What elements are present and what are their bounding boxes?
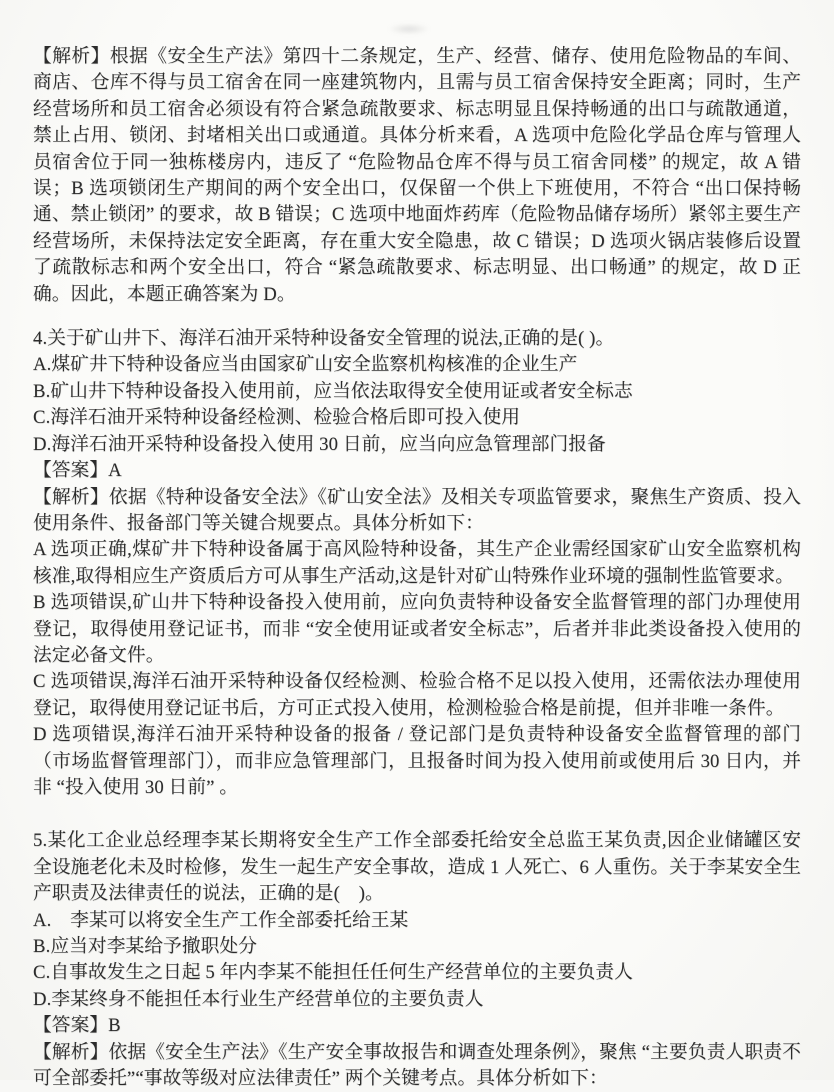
question-5-option-a: A. 李某可以将安全生产工作全部委托给王某 [33, 909, 409, 931]
question-4-analysis-option-d: D 选项错误,海洋石油开采特种设备的报备 / 登记部门是负责特种设备安全监督管理的部门（市场监督管理部门），而非应急管理部门，且报备时间为投入使用前或使用后 30 日内，并非 “投入使用 30 日前” 。 [33, 724, 801, 798]
question-4-option-b: B.矿山井下特种设备投入使用前，应当依法取得安全使用证或者安全标志 [33, 380, 633, 402]
question-4-stem: 4.关于矿山井下、海洋石油开采特种设备安全管理的说法,正确的是( )。 [33, 328, 615, 350]
question-5-option-c: C.自事故发生之日起 5 年内李某不能担任任何生产经营单位的主要负责人 [33, 962, 633, 984]
question-4 [33, 326, 801, 801]
question-4-option-c: C.海洋石油开采特种设备经检测、检验合格后即可投入使用 [33, 407, 521, 429]
document-content [33, 44, 801, 1092]
question-4-option-d: D.海洋石油开采特种设备投入使用 30 日前，应当向应急管理部门报备 [33, 433, 606, 455]
question-5-answer-value: B [108, 1015, 121, 1037]
question-5-answer-line [33, 1013, 801, 1039]
question-4-analysis-intro: 【解析】依据《特种设备安全法》《矿山安全法》及相关专项监管要求，聚焦生产资质、投入使用条件、报备部门等关键合规要点。具体分析如下： [33, 486, 801, 534]
question-4-answer-line [33, 458, 801, 484]
scan-artifact [388, 24, 430, 34]
question-4-analysis-option-c: C 选项错误,海洋石油开采特种设备仅经检测、检验合格不足以投入使用，还需依法办理使用登记，取得使用登记证书后，方可正式投入使用，检测检验合格是前提，但并非唯一条件。 [33, 671, 801, 719]
question-5-option-b: B.应当对李某给予撤职处分 [33, 936, 257, 957]
question-5 [33, 828, 801, 1092]
question-4-analysis-option-b: B 选项错误,矿山井下特种设备投入使用前，应向负责特种设备安全监督管理的部门办理使用登记，取得使用登记证书，而非 “安全使用证或者安全标志”，后者并非此类设备投入使用的法定必备文件。 [33, 592, 801, 666]
question-4-analysis-option-a: A 选项正确,煤矿井下特种设备属于高风险特种设备，其生产企业需经国家矿山安全监察机构核准,取得相应生产资质后方可从事生产活动,这是针对矿山特殊作业环境的强制性监管要求。 [33, 539, 801, 587]
question-5-answer-label: 【答案】 [33, 1015, 109, 1037]
question-4-answer-label: 【答案】 [33, 460, 109, 482]
prev-question-analysis: 【解析】根据《安全生产法》第四十二条规定，生产、经营、储存、使用危险物品的车间、商店、仓库不得与员工宿舍在同一座建筑物内，且需与员工宿舍保持安全距离；同时，生产经营场所和员工宿舍必须设有符合紧急疏散要求、标志明显且保持畅通的出口与疏散通道，禁止占用、锁闭、封堵相关出口或通道。具体分析来看，A 选项中危险化学品仓库与管理人员宿舍位于同一独栋楼房内，违反了 “危险物品仓库不得与员工宿舍同楼” 的规定，故 A 错误；B 选项锁闭生产期间的两个安全出口，仅保留一个供上下班使用，不符合 “出口保持畅通、禁止锁闭” 的要求，故 B 错误；C 选项中地面炸药库（危险物品储存场所）紧邻主要生产经营场所，未保持法定安全距离，存在重大安全隐患，故 C 错误；D 选项火锅店装修后设置了疏散标志和两个安全出口，符合 “紧急疏散要求、标志明显、出口畅通” 的规定，故 D 正确。因此，本题正确答案为 D。 [33, 46, 801, 305]
question-4-option-a: A.煤矿井下特种设备应当由国家矿山安全监察机构核准的企业生产 [33, 354, 578, 376]
question-4-answer-value: A [108, 460, 122, 482]
question-5-option-d: D.李某终身不能担任本行业生产经营单位的主要负责人 [33, 988, 484, 1010]
question-5-analysis-intro: 【解析】依据《安全生产法》《生产安全事故报告和调查处理条例》，聚焦 “主要负责人职责不可全部委托”“事故等级对应法律责任” 两个关键考点。具体分析如下： [33, 1041, 801, 1090]
question-5-stem: 5.某化工企业总经理李某长期将安全生产工作全部委托给安全总监王某负责,因企业储罐区安全设施老化未及时检修，发生一起生产安全事故，造成 1 人死亡、6 人重伤。关于李某安全生产职责及法律责任的说法，正确的是( )。 [33, 830, 801, 905]
